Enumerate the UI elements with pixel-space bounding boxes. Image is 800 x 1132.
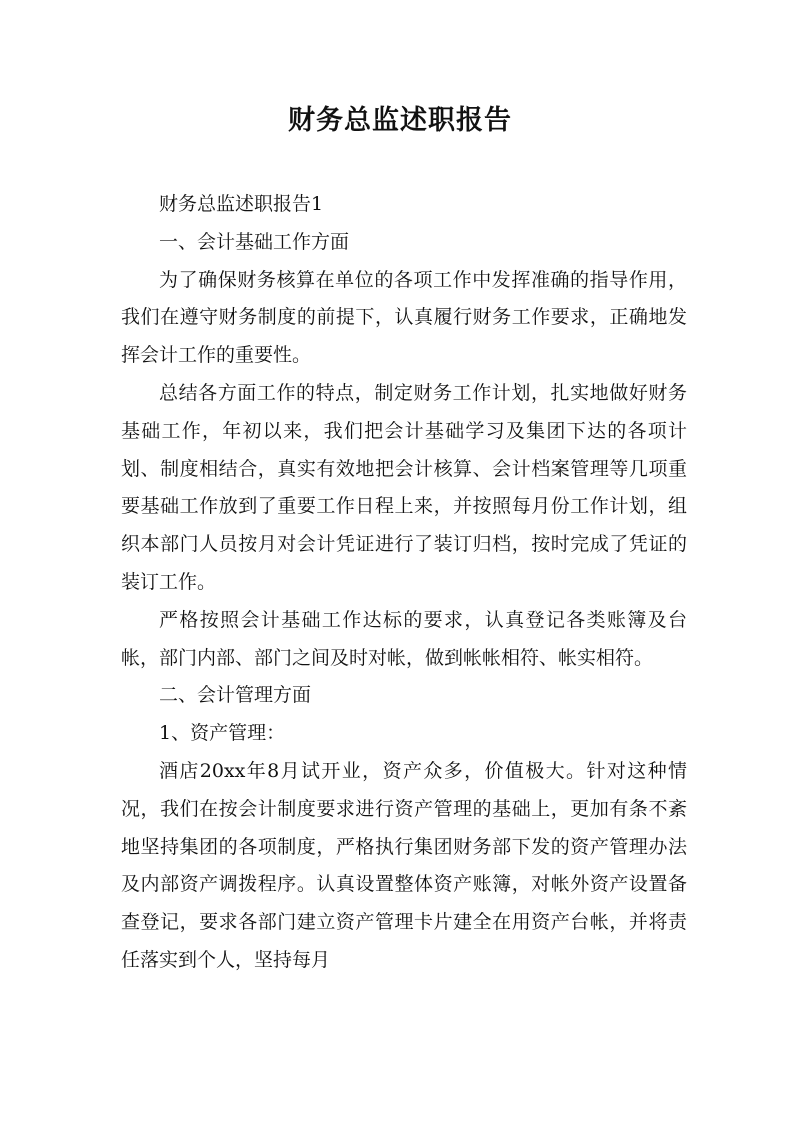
section-heading-accounting-management: 二、会计管理方面 [159, 684, 312, 707]
subsection-heading-asset-management: 1、资产管理： [159, 722, 286, 745]
document-title: 财务总监述职报告 [288, 105, 512, 136]
section-heading-accounting-basics: 一、会计基础工作方面 [159, 230, 350, 253]
paragraph: 为了确保财务核算在单位的各项工作中发挥准确的指导作用，我们在遵守财务制度的前提下，认真履行财务工作要求，正确地发挥会计工作的重要性。 [121, 268, 687, 367]
paragraph: 总结各方面工作的特点，制定财务工作计划，扎实地做好财务基础工作，年初以来，我们把会计基础学习及集团下达的各项计划、制度相结合，真实有效地把会计核算、会计档案管理等几项重要基础工作放到了重要工作日程上来，并按照每月份工作计划，组织本部门人员按月对会计凭证进行了装订归档，按时完成了凭证的装订工作。 [121, 381, 687, 593]
section-heading-report-1: 财务总监述职报告1 [159, 193, 324, 215]
paragraph: 酒店20xx年8月试开业，资产众多，价值极大。针对这种情况，我们在按会计制度要求进行资产管理的基础上，更加有条不紊地坚持集团的各项制度，严格执行集团财务部下发的资产管理办法及内部资产调拨程序。认真设置整体资产账簿，对帐外资产设置备查登记，要求各部门建立资产管理卡片建全在用资产台帐，并将责任落实到个人，坚持每月 [121, 759, 687, 971]
paragraph: 严格按照会计基础工作达标的要求，认真登记各类账簿及台帐，部门内部、部门之间及时对帐，做到帐帐相符、帐实相符。 [121, 608, 687, 669]
document-body [121, 186, 687, 980]
